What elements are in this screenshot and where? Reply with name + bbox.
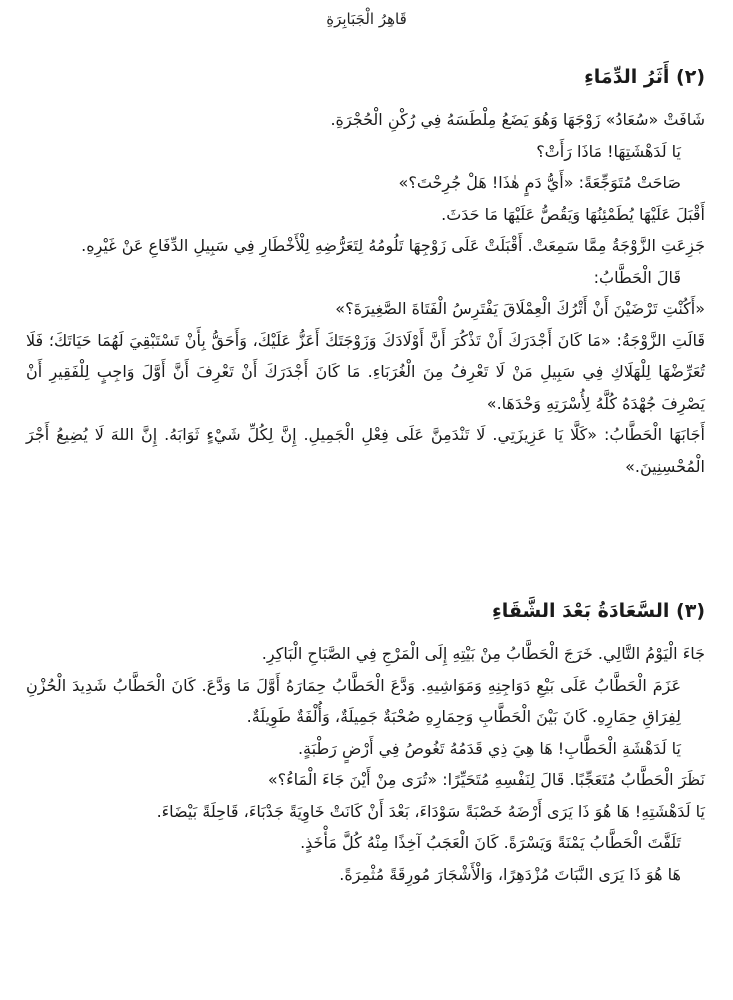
running-header: قَاهِرُ الْجَبَابِرَةِ <box>326 10 407 28</box>
section-heading: (٣) السَّعَادَةُ بَعْدَ الشَّقَاءِ <box>492 600 705 622</box>
paragraph: صَاحَتْ مُتَوَجِّعَةً: «أَيُّ دَمٍ هٰذَا! هَلْ جُرِحْتَ؟» <box>398 173 681 192</box>
section-happiness-after-misery <box>26 596 705 890</box>
paragraph: جَزِعَتِ الزَّوْجَةُ مِمَّا سَمِعَتْ. أَقْبَلَتْ عَلَى زَوْجِهَا تَلُومُهُ لِتَعَرُّضِهِ لِلْأَخْطَارِ فِي سَبِيلِ الدِّفَاعِ عَنْ غَيْرِهِ. <box>81 236 705 255</box>
paragraph: أَقْبَلَ عَلَيْهَا يُطَمْئِنُهَا وَيَقُصُّ عَلَيْهَا مَا حَدَثَ. <box>441 204 705 224</box>
section-blood-trace <box>26 62 705 482</box>
paragraph: هَا هُوَ ذَا يَرَى النَّبَاتَ مُزْدَهِرًا، وَالْأَشْجَارَ مُورِقَةً مُثْمِرَةً. <box>339 864 681 884</box>
paragraph: عَزَمَ الْحَطَّابُ عَلَى بَيْعِ دَوَاجِنِهِ وَمَوَاشِيهِ. وَدَّعَ الْحَطَّابُ حِمَارَهُ أَوَّلَ مَا وَدَّعَ. كَانَ الْحَطَّابُ شَدِيدَ الْحُزْنِ لِفِرَاقِ حِمَارِهِ. كَانَ بَيْنَ الْحَطَّابِ وَحِمَارِهِ صُحْبَةٌ جَمِيلَةٌ، وَأُلْفَةٌ طَوِيلَةٌ. <box>26 675 681 726</box>
paragraph: يَا لَدَهْشَتِهَا! مَاذَا رَأَتْ؟ <box>536 141 681 161</box>
paragraph: يَا لَدَهْشَةِ الْحَطَّابِ! هَا هِيَ ذِي قَدَمُهُ تَغُوصُ فِي أَرْضٍ رَطْبَةٍ. <box>297 738 681 758</box>
paragraph: أَجَابَهَا الْحَطَّابُ: «كَلَّا يَا عَزِيزَتِي. لَا تَنْدَمِنَّ عَلَى فِعْلِ الْجَمِيلِ. إِنَّ لِكُلِّ شَيْءٍ ثَوَابَهُ. إِنَّ اللهَ لَا يُضِيعُ أَجْرَ الْمُحْسِنِينَ.» <box>26 425 705 476</box>
section-heading: (٢) أَثَرُ الدِّمَاءِ <box>584 66 705 88</box>
paragraph: يَا لَدَهْشَتِهِ! هَا هُوَ ذَا يَرَى أَرْضَهُ خَصْبَةً سَوْدَاءَ، بَعْدَ أَنْ كَانَتْ خَاوِيَةً جَدْبَاءَ، قَاحِلَةً بَيْضَاءَ. <box>156 801 705 821</box>
paragraph: تَلَفَّتَ الْحَطَّابُ يَمْنَةً وَيَسْرَةً. كَانَ الْعَجَبُ آخِذًا مِنْهُ كُلَّ مَأْخَذٍ. <box>300 833 681 852</box>
paragraph: قَالَتِ الزَّوْجَةُ: «مَا كَانَ أَجْدَرَكَ أَنْ تَذْكُرَ أَنَّ أَوْلَادَكَ وَزَوْجَتَكَ أَعَزُّ عَلَيْكَ، وَأَحَقُّ بِأَنْ تَسْتَبْقِيَ لَهُمَا حَيَاتَكَ؛ فَلَا تُعَرِّضْهَا لِلْهَلَاكِ فِي سَبِيلِ مَنْ لَا تَعْرِفُ مِنَ الْغُرَبَاءِ. مَا كَانَ أَجْدَرَكَ أَنْ تَعْرِفَ أَنَّ أَوَّلَ وَاجِبٍ لِلْفَقِيرِ أَنْ يَصْرِفَ جُهْدَهُ كُلَّهُ لِأُسْرَتِهِ وَحْدَهَا.» <box>26 330 705 413</box>
paragraph: شَافَتْ «سُعَادُ» زَوْجَهَا وَهُوَ يَضَعُ مِلْطَسَهُ فِي رُكْنِ الْحُجْرَةِ. <box>330 110 705 129</box>
paragraph: جَاءَ الْيَوْمُ التَّالِي. خَرَجَ الْحَطَّابُ مِنْ بَيْتِهِ إِلَى الْمَرْجِ فِي الصَّبَاحِ الْبَاكِرِ. <box>261 644 705 663</box>
paragraph: «أَكُنْتِ تَرْضَيْنَ أَنْ أَتْرُكَ الْعِمْلَاقَ يَفْتَرِسُ الْفَتَاةَ الصَّغِيرَةَ؟» <box>335 299 705 318</box>
paragraph: قَالَ الْحَطَّابُ: <box>593 267 681 287</box>
paragraph: نَظَرَ الْحَطَّابُ مُتَعَجِّبًا. قَالَ لِنَفْسِهِ مُتَحَيِّرًا: «تُرَى مِنْ أَيْنَ جَاءَ الْمَاءُ؟» <box>267 770 705 789</box>
